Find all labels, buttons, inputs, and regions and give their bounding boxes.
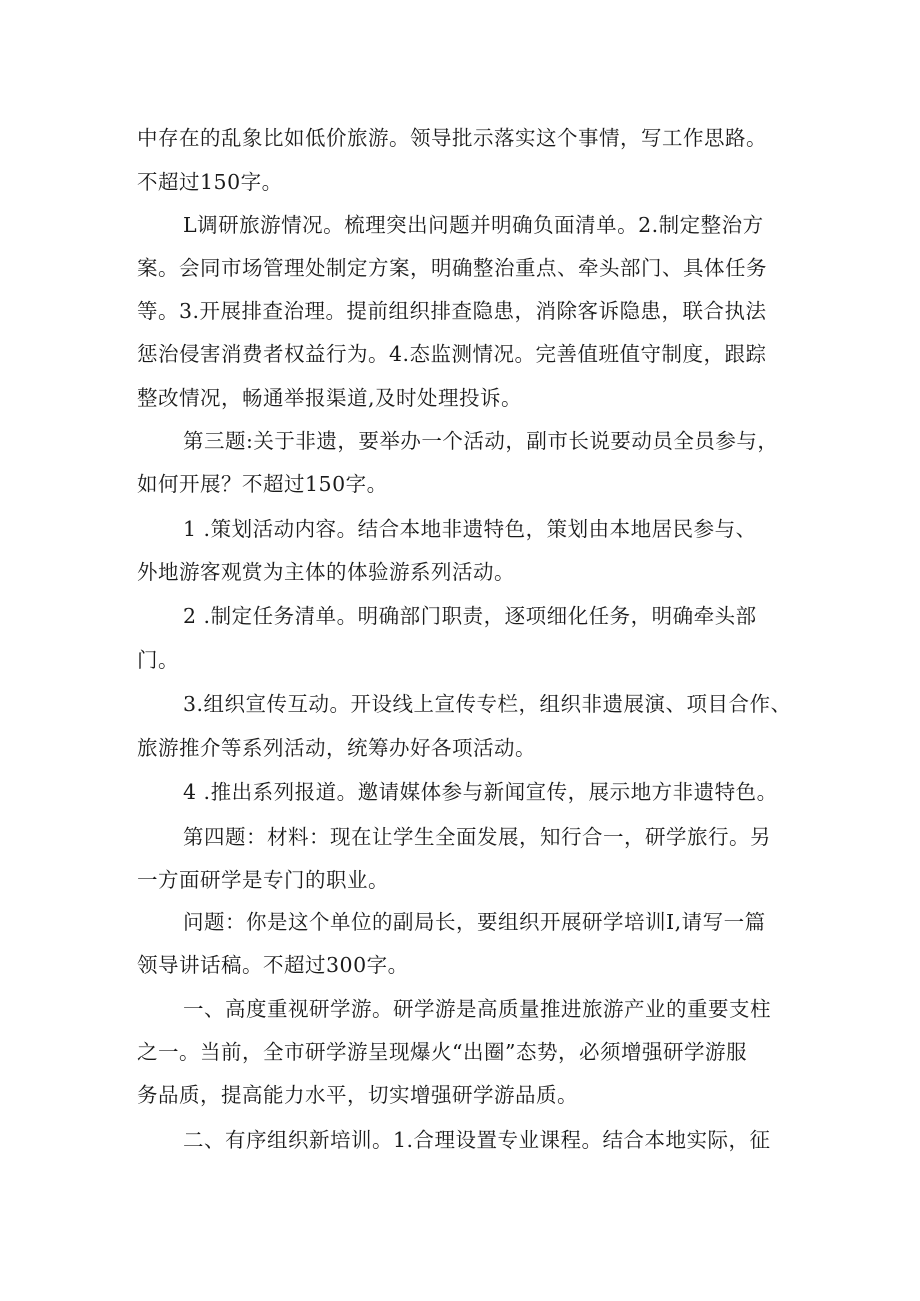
text-line: 一方面研学是专门的职业。 [137,868,389,892]
text-line: 案。会同市场管理处制定方案，明确整治重点、牵头部门、具体任务 [137,256,767,280]
text-line: 3.组织宣传互动。开设线上宣传专栏，组织非遗展演、项目合作、 [183,692,792,716]
text-line: 之一。当前，全市研学游呈现爆火“出圈”态势，必须增强研学游服 [137,1040,747,1064]
text-line: 惩治侵害消费者权益行为。4.态监测情况。完善值班值守制度，跟踪 [137,342,767,366]
text-line: 一、高度重视研学游。研学游是高质量推进旅游产业的重要支柱 [183,997,771,1021]
text-line: 如何开展？不超过150字。 [137,472,388,496]
text-line: 务品质，提高能力水平，切实增强研学游品质。 [137,1083,578,1107]
text-line: 1 .策划活动内容。结合本地非遗特色，策划由本地居民参与、 [183,517,757,541]
text-line: 门。 [137,648,179,672]
text-line: 等。3.开展排查治理。提前组织排查隐患，消除客诉隐患，联合执法 [137,299,767,323]
text-line: 4 .推出系列报道。邀请媒体参与新闻宣传，展示地方非遗特色。 [183,780,778,804]
text-line: 第三题:关于非遗，要举办一个活动，副市长说要动员全员参与， [183,429,779,453]
text-line: 第四题：材料：现在让学生全面发展，知行合一，研学旅行。另 [183,825,771,849]
text-line: 中存在的乱象比如低价旅游。领导批示落实这个事情，写工作思路。 [137,126,767,150]
text-line: 旅游推介等系列活动，统筹办好各项活动。 [137,736,536,760]
text-line: 领导讲话稿。不超过300字。 [137,953,409,977]
text-line: 问题：你是这个单位的副局长，要组织开展研学培训I,请写一篇 [183,910,766,934]
text-line: 不超过150字。 [137,170,283,194]
text-line: 2 .制定任务清单。明确部门职责，逐项细化任务，明确牵头部 [183,604,757,628]
text-line: 外地游客观赏为主体的体验游系列活动。 [137,560,515,584]
text-line: 整改情况，畅通举报渠道,及时处理投诉。 [137,386,523,410]
text-line: 二、有序组织新培训。1.合理设置专业课程。结合本地实际，征 [183,1128,771,1152]
text-line: L调研旅游情况。梳理突出问题并明确负面清单。2.制定整治方 [183,213,764,237]
